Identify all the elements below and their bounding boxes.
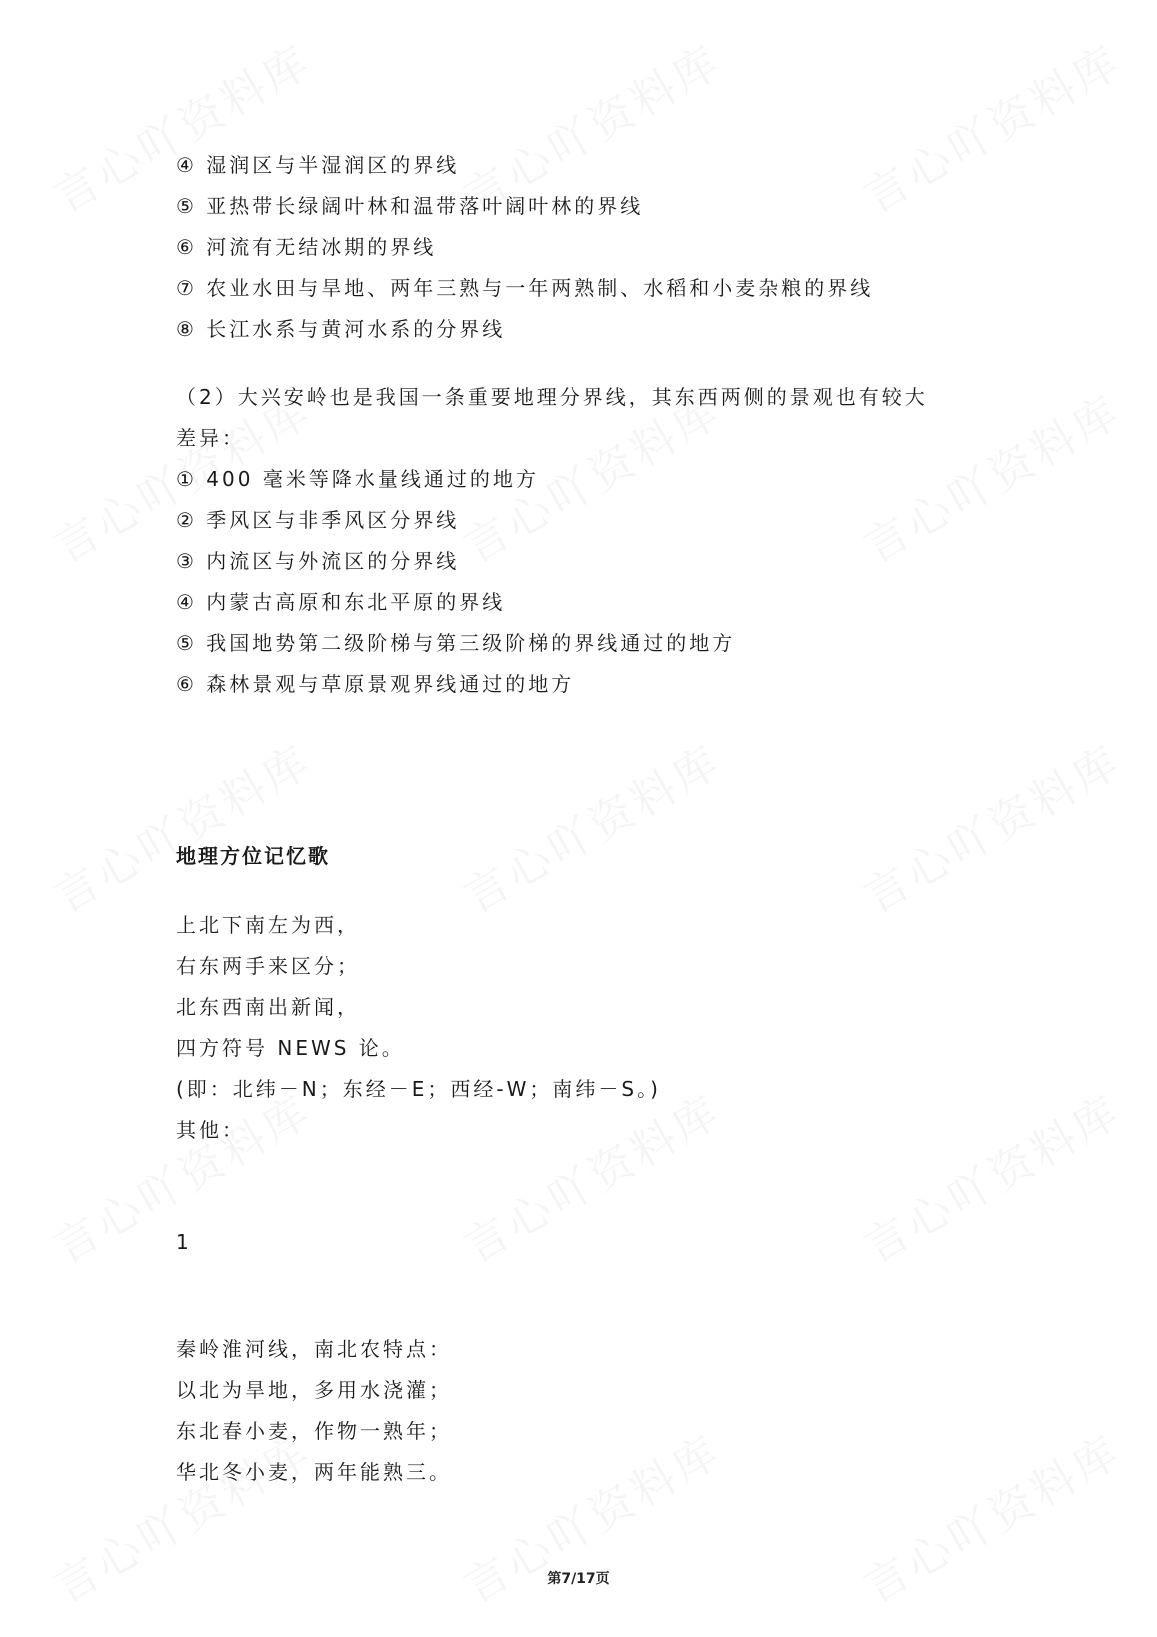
poem-line: 其他： bbox=[176, 1118, 245, 1142]
paragraph-line: （2）大兴安岭也是我国一条重要地理分界线，其东西两侧的景观也有较大 bbox=[176, 385, 928, 409]
poem-line: 北东西南出新闻， bbox=[176, 995, 360, 1019]
section-heading: 地理方位记忆歌 bbox=[176, 844, 330, 868]
list-item: ⑤ 我国地势第二级阶梯与第三级阶梯的界线通过的地方 bbox=[176, 631, 736, 655]
watermark bbox=[450, 1076, 731, 1275]
list-item: ④ 内蒙古高原和东北平原的界线 bbox=[176, 590, 506, 614]
watermark bbox=[40, 726, 321, 925]
poem-line: 四方符号 NEWS 论。 bbox=[176, 1036, 405, 1060]
poem-line: 东北春小麦，作物一熟年； bbox=[176, 1419, 452, 1443]
list-item: ⑥ 河流有无结冰期的界线 bbox=[176, 235, 437, 259]
list-item: ③ 内流区与外流区的分界线 bbox=[176, 549, 460, 573]
watermark bbox=[850, 26, 1131, 225]
list-item: ⑥ 森林景观与草原景观界线通过的地方 bbox=[176, 672, 575, 696]
list-item: ④ 湿润区与半湿润区的界线 bbox=[176, 153, 460, 177]
poem-line: 华北冬小麦，两年能熟三。 bbox=[176, 1460, 452, 1484]
watermark bbox=[450, 726, 731, 925]
list-item: ② 季风区与非季风区分界线 bbox=[176, 508, 460, 532]
watermark bbox=[850, 1076, 1131, 1275]
watermark bbox=[850, 726, 1131, 925]
list-item: ① 400 毫米等降水量线通过的地方 bbox=[176, 467, 539, 491]
poem-line: 以北为旱地，多用水浇灌； bbox=[176, 1378, 452, 1402]
section-number: 1 bbox=[176, 1230, 192, 1254]
paragraph-line: 差异： bbox=[176, 426, 245, 450]
poem-line: 秦岭淮河线，南北农特点： bbox=[176, 1337, 452, 1361]
list-item: ⑦ 农业水田与旱地、两年三熟与一年两熟制、水稻和小麦杂粮的界线 bbox=[176, 276, 874, 300]
poem-line: 上北下南左为西， bbox=[176, 913, 360, 937]
poem-line: 右东两手来区分； bbox=[176, 954, 360, 978]
page-number: 第7/17页 bbox=[547, 1571, 610, 1587]
list-item: ⑧ 长江水系与黄河水系的分界线 bbox=[176, 317, 506, 341]
poem-line: (即：北纬－N；东经－E；西经-W；南纬－S。) bbox=[176, 1077, 661, 1101]
list-item: ⑤ 亚热带长绿阔叶林和温带落叶阔叶林的界线 bbox=[176, 194, 644, 218]
